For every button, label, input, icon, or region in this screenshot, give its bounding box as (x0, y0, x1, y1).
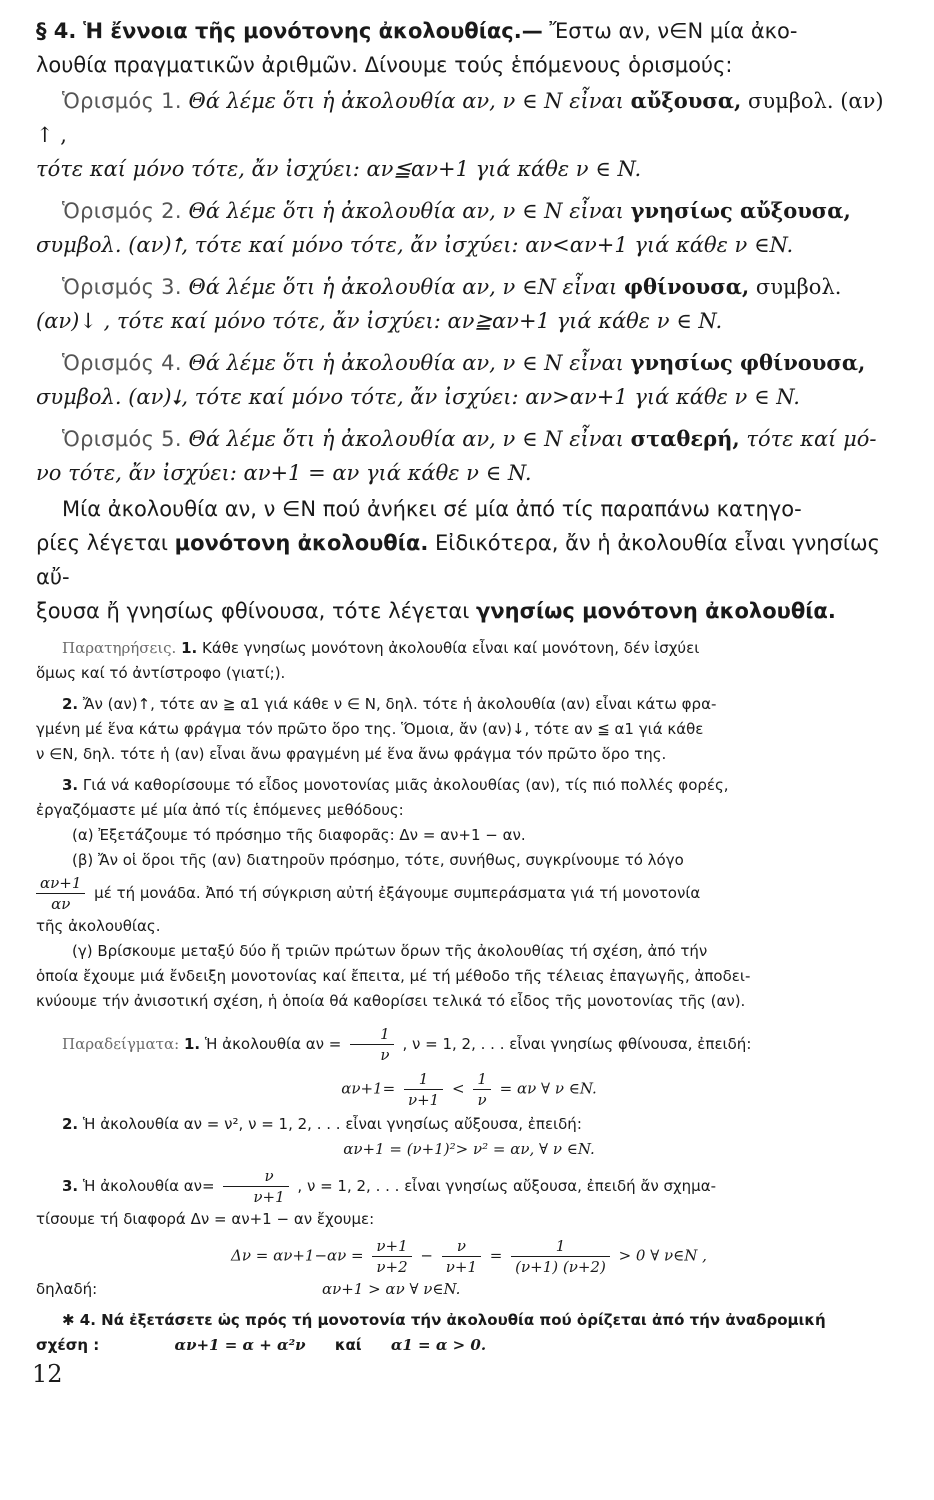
definition-term: σταθερή, (630, 426, 740, 451)
definition-term: γνησίως αὔξουσα, (630, 198, 851, 223)
equation-part: αν+1= (341, 1079, 396, 1098)
conclusion-label: δηλαδή: (36, 1280, 98, 1298)
examples (36, 1024, 902, 1358)
definition-text: Θά λέμε ὅτι ἡ ἀκολουθία αν, ν ∈ N εἶναι (188, 89, 624, 113)
section-heading (36, 14, 902, 48)
method-c-text: ὁποία ἔχουμε μιά ἔνδειξη μονοτονίας καί ἔπειτα, μέ τή μέθοδο τῆς τέλειας ἐπαγωγῆς, ἀποδει- (36, 967, 751, 985)
fraction-denominator: ν+1 (223, 1186, 288, 1207)
fraction-denominator: ν (473, 1089, 491, 1110)
example-1-equation (36, 1069, 902, 1110)
definition-condition: νο τότε, ἄν ἰσχύει: αν+1 = αν γιά κάθε ν ∈ N. (36, 461, 532, 485)
fraction-denominator: ν+2 (372, 1256, 411, 1277)
definition-symbol: τότε καί μό- (746, 427, 877, 451)
method-c: (γ) Βρίσκουμε μεταξύ δύο ἤ τριῶν πρώτων ὅρων τῆς ἀκολουθίας τή σχέση, ἀπό τήν (72, 942, 708, 960)
definition-text: Θά λέμε ὅτι ἡ ἀκολουθία αν, ν ∈ N εἶναι (188, 427, 624, 451)
recurrence-equation: αν+1 = α + α²ν (174, 1336, 306, 1354)
remark-text: ὅμως καί τό ἀντίστροφο (γιατί;). (36, 664, 286, 682)
summary-line: Μία ἀκολουθία αν, ν ∈N πού ἀνήκει σέ μία ἀπό τίς παραπάνω κατηγο- (62, 497, 802, 521)
example-text: Ἡ ἀκολουθία αν = ν², ν = 1, 2, . . . εἶναι γνησίως αὔξουσα, ἐπειδή: (82, 1115, 582, 1133)
example-fraction (223, 1166, 288, 1207)
examples-label: Παραδείγματα: (62, 1035, 180, 1053)
definition-condition: συμβολ. (αν)⭡, τότε καί μόνο τότε, ἄν ἰσχύει: αν<αν+1 γιά κάθε ν ∈N. (36, 233, 794, 257)
example-text: Ἡ ἀκολουθία αν = (204, 1035, 342, 1053)
equation-part: < (451, 1079, 465, 1098)
remark-text: Κάθε γνησίως μονότονη ἀκολουθία εἶναι καί μονότονη, δέν ἰσχύει (202, 639, 700, 657)
definition-condition: τότε καί μόνο τότε, ἄν ἰσχύει: αν≦αν+1 γιά κάθε ν ∈ N. (36, 157, 642, 181)
method-b-text: τῆς ἀκολουθίας. (36, 917, 161, 935)
remarks-label: Παρατηρήσεις. (62, 639, 177, 657)
method-c-text: κνύουμε τήν ἀνισοτική σχέση, ἡ ὁποία θά καθορίσει τελικά τό εἶδος τῆς μονοτονίας τῆς (αν). (36, 992, 746, 1010)
definition-symbol: συμβολ. (755, 275, 842, 299)
page-content (36, 14, 902, 1358)
equation-fraction (511, 1236, 610, 1277)
definition-term: γνησίως φθίνουσα, (630, 350, 866, 375)
equation-part: > 0 ∀ ν∈N , (618, 1246, 707, 1265)
summary-text: Εἰδικότερα, ἄν ἡ ἀκολουθία εἶναι γνησίως αὔ- (36, 531, 880, 589)
ratio-numerator: αν+1 (40, 874, 82, 892)
exercise-4: ✱ 4. Νά ἐξετάσετε ὡς πρός τή μονοτονία τήν ἀκολουθία πού ὁρίζεται ἀπό τήν ἀναδρομική (62, 1311, 826, 1329)
fraction-numerator: 1 (380, 1025, 390, 1043)
equation-part: = (489, 1246, 503, 1265)
ratio-fraction (36, 873, 85, 914)
page-number: 12 (32, 1360, 63, 1388)
fraction-denominator: (ν+1) (ν+2) (511, 1256, 610, 1277)
summary-term: μονότονη ἀκολουθία. (174, 531, 429, 555)
equation-fraction (473, 1069, 491, 1110)
remarks (36, 636, 902, 1014)
fraction-numerator: ν (456, 1237, 466, 1255)
definition-2 (36, 194, 902, 262)
equation-fraction (442, 1236, 481, 1277)
fraction-numerator: 1 (418, 1070, 429, 1088)
summary-paragraph (36, 492, 902, 628)
example-fraction (350, 1024, 394, 1065)
remark-text: Γιά νά καθορίσουμε τό εἶδος μονοτονίας μιᾶς ἀκολουθίας (αν), τίς πιό πολλές φορές, (82, 776, 729, 794)
definition-3 (36, 270, 902, 338)
conclusion-equation: αν+1 > αν ∀ ν∈N. (321, 1280, 461, 1298)
definition-1 (36, 84, 902, 186)
definition-4 (36, 346, 902, 414)
remark-number: 3. (62, 776, 79, 794)
definition-symbol: συμβολ. (αν) ↑ , (36, 89, 884, 147)
fraction-numerator: ν (264, 1167, 274, 1185)
method-b-ratio-line (36, 873, 902, 914)
example-number: 2. (62, 1115, 79, 1133)
exercise-text: σχέση : (36, 1336, 100, 1354)
remark-text: ν ∈N, δηλ. τότε ἡ (αν) εἶναι ἄνω φραγμένη μέ ἕνα ἄνω φράγμα τόν πρῶτο ὅρο της. (36, 745, 667, 763)
fraction-numerator: 1 (477, 1070, 487, 1088)
remark-text: ἐργαζόμαστε μέ μία ἀπό τίς ἑπόμενες μεθόδους: (36, 801, 404, 819)
definition-text: Θά λέμε ὅτι ἡ ἀκολουθία αν, ν ∈N εἶναι (188, 275, 618, 299)
exercise-text: καί (334, 1336, 362, 1354)
definition-condition: συμβολ. (αν)⭣, τότε καί μόνο τότε, ἄν ἰσχύει: αν>αν+1 γιά κάθε ν ∈ N. (36, 385, 800, 409)
fraction-numerator: ν+1 (376, 1237, 408, 1255)
section-number: § 4. (36, 19, 77, 43)
equation-fraction (404, 1069, 443, 1110)
fraction-numerator: 1 (555, 1237, 566, 1255)
method-b: (β) Ἄν οἱ ὅροι τῆς (αν) διατηροῦν πρόσημο, τότε, συνήθως, συγκρίνουμε τό λόγο (72, 851, 684, 869)
example-text: , ν = 1, 2, . . . εἶναι γνησίως φθίνουσα, ἐπειδή: (402, 1035, 752, 1053)
example-3-equation (36, 1236, 902, 1277)
definition-text: Θά λέμε ὅτι ἡ ἀκολουθία αν, ν ∈ N εἶναι (188, 351, 624, 375)
example-text: τίσουμε τή διαφορά Δν = αν+1 − αν ἔχουμε: (36, 1210, 375, 1228)
definition-label: Ὁρισμός 3. (62, 275, 182, 299)
remark-text: γμένη μέ ἕνα κάτω φράγμα τόν πρῶτο ὅρο της. Ὅμοια, ἄν (αν)↓, τότε αν ≦ α1 γιά κάθε (36, 720, 704, 738)
definition-label: Ὁρισμός 2. (62, 199, 182, 223)
remark-number: 2. (62, 695, 79, 713)
definition-label: Ὁρισμός 1. (62, 89, 182, 113)
definition-condition: (αν)↓ , τότε καί μόνο τότε, ἄν ἰσχύει: αν≧αν+1 γιά κάθε ν ∈ N. (36, 309, 723, 333)
method-a: (α) Ἐξετάζουμε τό πρόσημο τῆς διαφορᾶς: Δν = αν+1 − αν. (72, 826, 526, 844)
ratio-denominator: αν (36, 893, 85, 914)
equation-part: − (420, 1246, 433, 1265)
section-intro-2: λουθία πραγματικῶν ἀριθμῶν. Δίνουμε τούς ἑπόμενους ὁρισμούς: (36, 53, 733, 77)
equation-fraction (372, 1236, 411, 1277)
definition-term: αὔξουσα, (630, 88, 742, 113)
definition-label: Ὁρισμός 4. (62, 351, 182, 375)
equation-part: = αν ∀ ν ∈N. (499, 1079, 597, 1098)
section-title: Ἡ ἔννοια τῆς μονότονης ἀκολουθίας.— (83, 19, 543, 43)
example-number: 1. (183, 1035, 201, 1053)
definition-text: Θά λέμε ὅτι ἡ ἀκολουθία αν, ν ∈ N εἶναι (188, 199, 624, 223)
remark-number: 1. (181, 639, 198, 657)
definition-5 (36, 422, 902, 490)
example-number: 3. (62, 1177, 79, 1195)
fraction-denominator: ν+1 (442, 1256, 481, 1277)
summary-text: ρίες λέγεται (36, 531, 168, 555)
example-2-equation: αν+1 = (ν+1)²> ν² = αν, ∀ ν ∈N. (343, 1140, 595, 1158)
fraction-denominator: ν+1 (404, 1089, 443, 1110)
example-3-conclusion (36, 1277, 902, 1302)
equation-part: Δν = αν+1−αν = (231, 1246, 364, 1265)
remark-text: Ἄν (αν)↑, τότε αν ≧ α1 γιά κάθε ν ∈ N, δηλ. τότε ἡ ἀκολουθία (αν) εἶναι κάτω φρα- (82, 695, 717, 713)
fraction-denominator: ν (350, 1044, 394, 1065)
summary-text: ξουσα ἤ γνησίως φθίνουσα, τότε λέγεται (36, 599, 470, 623)
initial-condition: α1 = α > 0. (390, 1336, 487, 1354)
example-text: , ν = 1, 2, . . . εἶναι γνησίως αὔξουσα, ἐπειδή ἄν σχημα- (297, 1177, 717, 1195)
method-b-text: μέ τή μονάδα. Ἀπό τή σύγκριση αὐτή ἐξάγουμε συμπεράσματα γιά τή μονοτονία (94, 884, 701, 902)
definition-term: φθίνουσα, (623, 274, 750, 299)
section-intro-1: Ἔστω αν, ν∈N μία ἀκο- (549, 19, 798, 43)
definition-label: Ὁρισμός 5. (62, 427, 182, 451)
example-text: Ἡ ἀκολουθία αν= (82, 1177, 215, 1195)
summary-term: γνησίως μονότονη ἀκολουθία. (476, 599, 836, 623)
exercise-4-relation (36, 1333, 902, 1358)
